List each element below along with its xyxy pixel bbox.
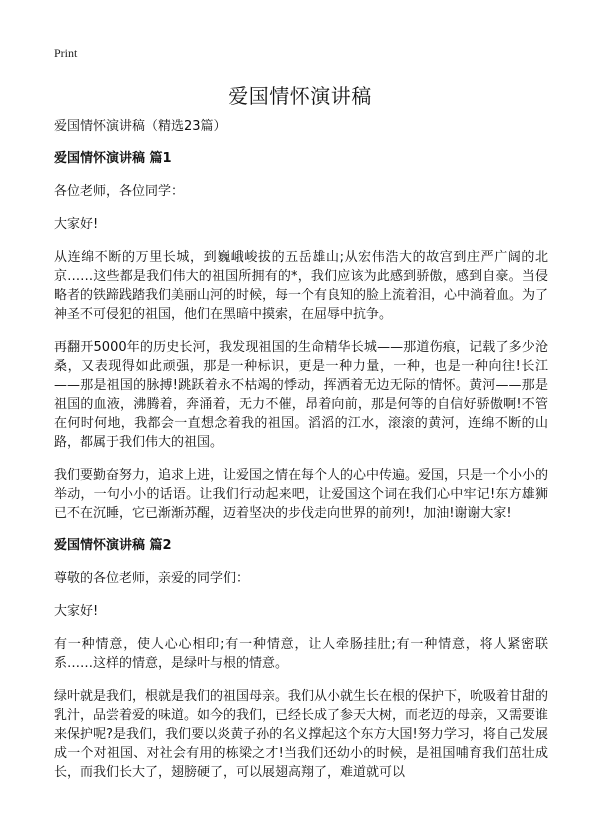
section-heading-2: 爱国情怀演讲稿 篇2	[54, 538, 172, 553]
paragraph: 大家好!	[54, 604, 99, 619]
paragraph: 有一种情意，使人心心相印;有一种情意，让人牵肠挂肚;有一种情意，将人紧密联系……这样的情意，是绿叶与根的情意。	[54, 637, 548, 671]
print-label[interactable]: Print	[54, 46, 78, 60]
paragraph: 大家好!	[54, 217, 99, 232]
paragraph: 各位老师，各位同学：	[54, 184, 185, 199]
page-title: 爱国情怀演讲稿	[228, 84, 372, 108]
paragraph: 尊敬的各位老师，亲爱的同学们：	[54, 571, 250, 586]
section-heading-1: 爱国情怀演讲稿 篇1	[54, 151, 172, 166]
document-body	[54, 118, 548, 796]
paragraph: 从连绵不断的万里长城，到巍峨峻拔的五岳雄山;从宏伟浩大的故宫到庄严广阔的北京……这些都是我们伟大的祖国所拥有的*，我们应该为此感到骄傲，感到自豪。当侵略者的铁蹄践踏我们美丽山河的时候，每一个有良知的脸上流着泪，心中淌着血。为了神圣不可侵犯的祖国，他们在黑暗中摸索，在屈辱中抗争。	[54, 250, 549, 322]
paragraph: 绿叶就是我们，根就是我们的祖国母亲。我们从小就生长在根的保护下，吮吸着甘甜的乳汁，品尝着爱的味道。如今的我们，已经长成了参天大树，而老迈的母亲，又需要谁来保护呢?是我们，我们要以炎黄子孙的名义撑起这个东方大国!努力学习，将自己发展成一个对祖国、对社会有用的栋梁之才!当我们还幼小的时候，是祖国哺育我们茁壮成长，而我们长大了，翅膀硬了，可以展翅高翔了，难道就可以	[54, 689, 549, 780]
paragraph: 再翻开5000年的历史长河，我发现祖国的生命精华长城——那道伤痕，记载了多少沧桑，又表现得如此顽强，那是一种标识，更是一种力量，一种，也是一种向往!长江——那是祖国的脉搏!跳跃着永不枯竭的悸动，挥洒着无边无际的情怀。黄河——那是祖国的血液，沸腾着，奔涌着，无力不催，昂着向前，那是何等的自信好骄傲啊!不管在何时何地，我都会一直想念着我的祖国。滔滔的江水，滚滚的黄河，连绵不断的山路，都属于我们伟大的祖国。	[54, 340, 548, 450]
document-subtitle: 爱国情怀演讲稿（精选23篇）	[54, 119, 227, 134]
paragraph: 我们要勤奋努力，追求上进，让爱国之情在每个人的心中传遍。爱国，只是一个小小的举动，一句小小的话语。让我们行动起来吧，让爱国这个词在我们心中牢记!东方雄狮已不在沉睡，它已渐渐苏醒，迈着坚决的步伐走向世界的前列!，加油!谢谢大家!	[54, 468, 549, 521]
